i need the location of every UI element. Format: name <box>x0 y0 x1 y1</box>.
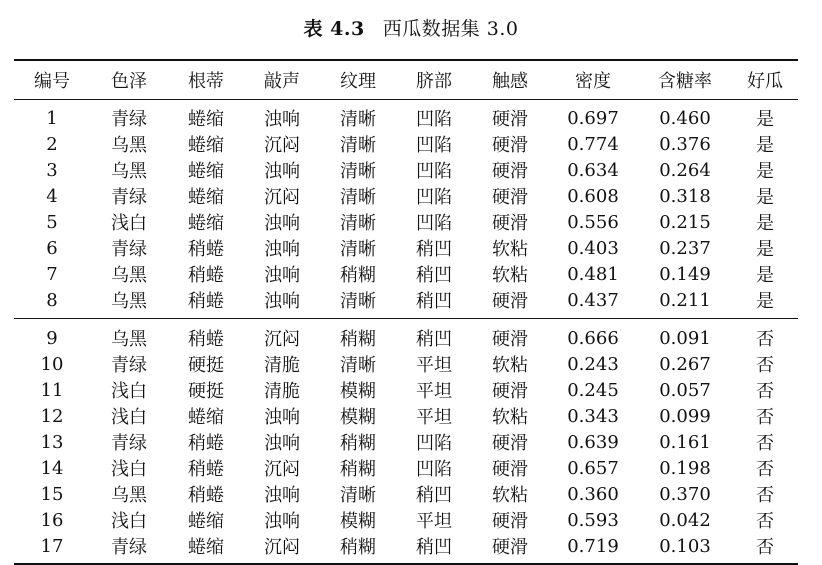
table-row <box>14 507 798 533</box>
cell-color: 乌黑 <box>111 265 147 286</box>
cell-good-melon: 否 <box>756 407 774 428</box>
cell-sugar: 0.318 <box>659 185 711 207</box>
cell-touch: 硬滑 <box>492 291 528 312</box>
table-row <box>14 157 798 183</box>
cell-color: 青绿 <box>111 537 147 558</box>
cell-good-melon: 否 <box>756 381 774 402</box>
cell-sound: 浊响 <box>264 265 300 286</box>
cell-id: 12 <box>40 405 64 427</box>
cell-sound: 浊响 <box>264 109 300 130</box>
cell-navel: 稍凹 <box>416 537 452 558</box>
cell-navel: 平坦 <box>416 511 452 532</box>
cell-sound: 浊响 <box>264 433 300 454</box>
table-row <box>14 455 798 481</box>
cell-color: 浅白 <box>111 213 147 234</box>
header-good-melon: 好瓜 <box>747 71 783 92</box>
cell-navel: 平坦 <box>416 355 452 376</box>
cell-good-melon: 是 <box>756 161 774 182</box>
cell-good-melon: 否 <box>756 329 774 350</box>
cell-root: 蜷缩 <box>188 109 224 130</box>
cell-texture: 清晰 <box>340 187 376 208</box>
cell-touch: 硬滑 <box>492 135 528 156</box>
cell-navel: 平坦 <box>416 381 452 402</box>
cell-sugar: 0.264 <box>659 159 711 181</box>
cell-root: 蜷缩 <box>188 537 224 558</box>
cell-navel: 凹陷 <box>416 109 452 130</box>
cell-navel: 凹陷 <box>416 135 452 156</box>
table-row <box>14 319 798 352</box>
cell-color: 浅白 <box>111 459 147 480</box>
cell-touch: 硬滑 <box>492 537 528 558</box>
cell-touch: 软粘 <box>492 265 528 286</box>
cell-color: 青绿 <box>111 239 147 260</box>
header-sugar: 含糖率 <box>658 71 712 92</box>
cell-id: 5 <box>46 211 58 233</box>
cell-sugar: 0.376 <box>659 133 711 155</box>
cell-density: 0.360 <box>567 483 619 505</box>
cell-id: 11 <box>40 379 64 401</box>
cell-sugar: 0.211 <box>659 289 711 311</box>
cell-root: 稍蜷 <box>188 239 224 260</box>
cell-id: 16 <box>40 509 64 531</box>
cell-sugar: 0.099 <box>659 405 711 427</box>
cell-sound: 浊响 <box>264 511 300 532</box>
cell-touch: 硬滑 <box>492 381 528 402</box>
cell-sound: 浊响 <box>264 161 300 182</box>
cell-touch: 硬滑 <box>492 511 528 532</box>
cell-sugar: 0.057 <box>659 379 711 401</box>
table-row <box>14 287 798 319</box>
cell-navel: 凹陷 <box>416 213 452 234</box>
table-row <box>14 377 798 403</box>
cell-color: 浅白 <box>111 381 147 402</box>
cell-density: 0.719 <box>567 535 619 557</box>
cell-navel: 平坦 <box>416 407 452 428</box>
cell-id: 1 <box>46 107 58 129</box>
cell-good-melon: 否 <box>756 537 774 558</box>
cell-sugar: 0.042 <box>659 509 711 531</box>
cell-sound: 沉闷 <box>264 135 300 156</box>
cell-root: 蜷缩 <box>188 187 224 208</box>
cell-sound: 沉闷 <box>264 537 300 558</box>
table-row <box>14 261 798 287</box>
cell-sugar: 0.370 <box>659 483 711 505</box>
cell-touch: 硬滑 <box>492 213 528 234</box>
cell-root: 稍蜷 <box>188 329 224 350</box>
table-body <box>14 100 798 565</box>
cell-texture: 清晰 <box>340 213 376 234</box>
cell-touch: 硬滑 <box>492 433 528 454</box>
cell-sugar: 0.460 <box>659 107 711 129</box>
cell-density: 0.556 <box>567 211 619 233</box>
table-row <box>14 183 798 209</box>
cell-good-melon: 否 <box>756 433 774 454</box>
cell-id: 2 <box>46 133 58 155</box>
cell-texture: 稍糊 <box>340 433 376 454</box>
cell-sugar: 0.215 <box>659 211 711 233</box>
cell-root: 稍蜷 <box>188 459 224 480</box>
cell-root: 稍蜷 <box>188 485 224 506</box>
cell-sound: 浊响 <box>264 213 300 234</box>
cell-sound: 沉闷 <box>264 187 300 208</box>
header-density: 密度 <box>575 71 611 92</box>
cell-color: 浅白 <box>111 511 147 532</box>
cell-sound: 浊响 <box>264 485 300 506</box>
cell-good-melon: 否 <box>756 485 774 506</box>
header-navel: 脐部 <box>416 71 452 92</box>
cell-good-melon: 是 <box>756 109 774 130</box>
cell-texture: 模糊 <box>340 381 376 402</box>
header-texture: 纹理 <box>340 71 376 92</box>
cell-good-melon: 是 <box>756 187 774 208</box>
cell-sound: 沉闷 <box>264 459 300 480</box>
cell-density: 0.343 <box>567 405 619 427</box>
cell-id: 8 <box>46 289 58 311</box>
cell-sugar: 0.091 <box>659 327 711 349</box>
cell-navel: 凹陷 <box>416 187 452 208</box>
table-row <box>14 429 798 455</box>
cell-density: 0.666 <box>567 327 619 349</box>
cell-density: 0.243 <box>567 353 619 375</box>
cell-density: 0.697 <box>567 107 619 129</box>
cell-density: 0.634 <box>567 159 619 181</box>
cell-texture: 清晰 <box>340 161 376 182</box>
cell-id: 17 <box>40 535 64 557</box>
cell-touch: 软粘 <box>492 485 528 506</box>
cell-density: 0.774 <box>567 133 619 155</box>
cell-density: 0.403 <box>567 237 619 259</box>
header-color: 色泽 <box>111 71 147 92</box>
table-row <box>14 403 798 429</box>
cell-sugar: 0.161 <box>659 431 711 453</box>
cell-color: 乌黑 <box>111 161 147 182</box>
cell-sound: 浊响 <box>264 291 300 312</box>
cell-texture: 稍糊 <box>340 329 376 350</box>
cell-id: 9 <box>46 327 58 349</box>
cell-density: 0.593 <box>567 509 619 531</box>
cell-id: 6 <box>46 237 58 259</box>
header-root: 根蒂 <box>188 71 224 92</box>
cell-good-melon: 是 <box>756 213 774 234</box>
cell-sound: 清脆 <box>264 381 300 402</box>
table-row <box>14 100 798 132</box>
cell-density: 0.657 <box>567 457 619 479</box>
cell-root: 硬挺 <box>188 355 224 376</box>
cell-sound: 浊响 <box>264 407 300 428</box>
cell-texture: 稍糊 <box>340 537 376 558</box>
cell-color: 青绿 <box>111 187 147 208</box>
cell-texture: 清晰 <box>340 135 376 156</box>
cell-id: 10 <box>40 353 64 375</box>
cell-texture: 模糊 <box>340 407 376 428</box>
table-number: 表 4.3 <box>303 18 365 40</box>
cell-good-melon: 否 <box>756 355 774 376</box>
cell-texture: 清晰 <box>340 109 376 130</box>
cell-color: 乌黑 <box>111 135 147 156</box>
header-touch: 触感 <box>492 71 528 92</box>
cell-id: 13 <box>40 431 64 453</box>
cell-color: 乌黑 <box>111 291 147 312</box>
cell-sugar: 0.103 <box>659 535 711 557</box>
cell-texture: 模糊 <box>340 511 376 532</box>
cell-navel: 稍凹 <box>416 291 452 312</box>
cell-touch: 硬滑 <box>492 161 528 182</box>
cell-root: 蜷缩 <box>188 135 224 156</box>
cell-sound: 清脆 <box>264 355 300 376</box>
cell-sound: 沉闷 <box>264 329 300 350</box>
cell-texture: 清晰 <box>340 355 376 376</box>
watermelon-dataset-table <box>14 59 798 565</box>
cell-navel: 凹陷 <box>416 161 452 182</box>
header-sound: 敲声 <box>264 71 300 92</box>
cell-sugar: 0.149 <box>659 263 711 285</box>
cell-color: 浅白 <box>111 407 147 428</box>
cell-texture: 清晰 <box>340 239 376 260</box>
cell-color: 青绿 <box>111 433 147 454</box>
cell-color: 青绿 <box>111 355 147 376</box>
cell-id: 14 <box>40 457 64 479</box>
cell-id: 7 <box>46 263 58 285</box>
table-row <box>14 235 798 261</box>
table-caption <box>0 14 822 41</box>
cell-sugar: 0.267 <box>659 353 711 375</box>
cell-texture: 稍糊 <box>340 265 376 286</box>
cell-id: 3 <box>46 159 58 181</box>
cell-color: 乌黑 <box>111 329 147 350</box>
cell-navel: 稍凹 <box>416 239 452 260</box>
table-header-row <box>14 60 798 100</box>
cell-root: 稍蜷 <box>188 291 224 312</box>
cell-touch: 硬滑 <box>492 109 528 130</box>
cell-density: 0.437 <box>567 289 619 311</box>
header-id: 编号 <box>34 71 70 92</box>
table-row <box>14 209 798 235</box>
cell-good-melon: 否 <box>756 511 774 532</box>
cell-root: 蜷缩 <box>188 511 224 532</box>
cell-touch: 硬滑 <box>492 329 528 350</box>
cell-sugar: 0.237 <box>659 237 711 259</box>
cell-root: 硬挺 <box>188 381 224 402</box>
cell-sound: 浊响 <box>264 239 300 260</box>
cell-texture: 清晰 <box>340 291 376 312</box>
cell-navel: 稍凹 <box>416 485 452 506</box>
table-row <box>14 351 798 377</box>
cell-good-melon: 是 <box>756 265 774 286</box>
cell-good-melon: 是 <box>756 135 774 156</box>
cell-touch: 硬滑 <box>492 187 528 208</box>
table-row <box>14 481 798 507</box>
cell-good-melon: 是 <box>756 239 774 260</box>
cell-touch: 软粘 <box>492 239 528 260</box>
cell-texture: 清晰 <box>340 485 376 506</box>
cell-id: 15 <box>40 483 64 505</box>
cell-sugar: 0.198 <box>659 457 711 479</box>
cell-root: 蜷缩 <box>188 213 224 234</box>
table-row <box>14 533 798 564</box>
cell-id: 4 <box>46 185 58 207</box>
cell-root: 稍蜷 <box>188 265 224 286</box>
cell-root: 蜷缩 <box>188 161 224 182</box>
cell-color: 青绿 <box>111 109 147 130</box>
cell-density: 0.639 <box>567 431 619 453</box>
cell-color: 乌黑 <box>111 485 147 506</box>
cell-navel: 凹陷 <box>416 459 452 480</box>
cell-navel: 稍凹 <box>416 329 452 350</box>
cell-touch: 软粘 <box>492 355 528 376</box>
cell-root: 蜷缩 <box>188 407 224 428</box>
cell-density: 0.608 <box>567 185 619 207</box>
cell-good-melon: 否 <box>756 459 774 480</box>
cell-touch: 硬滑 <box>492 459 528 480</box>
cell-root: 稍蜷 <box>188 433 224 454</box>
cell-navel: 凹陷 <box>416 433 452 454</box>
cell-texture: 稍糊 <box>340 459 376 480</box>
cell-touch: 软粘 <box>492 407 528 428</box>
cell-navel: 稍凹 <box>416 265 452 286</box>
table-title: 西瓜数据集 3.0 <box>382 18 519 40</box>
cell-density: 0.245 <box>567 379 619 401</box>
cell-density: 0.481 <box>567 263 619 285</box>
cell-good-melon: 是 <box>756 291 774 312</box>
table-row <box>14 131 798 157</box>
